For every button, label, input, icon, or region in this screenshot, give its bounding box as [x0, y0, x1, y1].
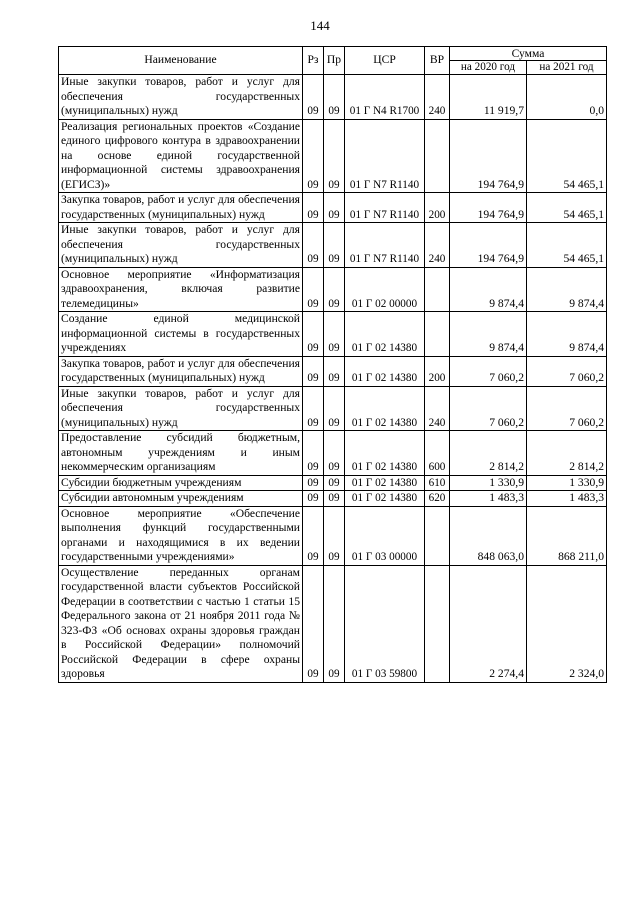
row-sum-2021: 7 060,2: [527, 356, 607, 386]
table-row: [59, 565, 607, 682]
row-rz: 09: [303, 223, 324, 268]
row-sum-2020: 7 060,2: [450, 356, 527, 386]
row-sum-2021: 1 483,3: [527, 491, 607, 507]
row-sum-2020: 2 274,4: [450, 565, 527, 682]
row-csr: 01 Г 03 00000: [345, 506, 425, 565]
row-vr: [425, 267, 450, 312]
row-sum-2020: 9 874,4: [450, 312, 527, 357]
row-csr: 01 Г N7 R1140: [345, 193, 425, 223]
row-sum-2020: 194 764,9: [450, 223, 527, 268]
row-sum-2021: 7 060,2: [527, 386, 607, 431]
row-csr: 01 Г N7 R1140: [345, 119, 425, 193]
row-name: Закупка товаров, работ и услуг для обеспечения государственных (муниципальных) нужд: [59, 193, 303, 223]
table-row: [59, 75, 607, 120]
row-rz: 09: [303, 193, 324, 223]
row-rz: 09: [303, 356, 324, 386]
row-name: Иные закупки товаров, работ и услуг для обеспечения государственных (муниципальных) нужд: [59, 75, 303, 120]
row-csr: 01 Г 03 59800: [345, 565, 425, 682]
row-sum-2021: 2 814,2: [527, 431, 607, 476]
table-row: [59, 267, 607, 312]
row-sum-2020: 9 874,4: [450, 267, 527, 312]
row-pr: 09: [324, 119, 345, 193]
row-vr: 240: [425, 223, 450, 268]
header-sum: Сумма: [450, 47, 607, 61]
row-pr: 09: [324, 565, 345, 682]
row-name: Иные закупки товаров, работ и услуг для обеспечения государственных (муниципальных) нужд: [59, 386, 303, 431]
row-rz: 09: [303, 386, 324, 431]
table-row: [59, 431, 607, 476]
row-vr: 600: [425, 431, 450, 476]
row-name: Субсидии автономным учреждениям: [59, 491, 303, 507]
row-pr: 09: [324, 491, 345, 507]
row-rz: 09: [303, 119, 324, 193]
row-name: Создание единой медицинской информационной системы в государственных учреждениях: [59, 312, 303, 357]
row-name: Реализация региональных проектов «Создание единого цифрового контура в здравоохранении на основе единой государственной информационной системы здравоохранения (ЕГИСЗ)»: [59, 119, 303, 193]
row-sum-2021: 9 874,4: [527, 312, 607, 357]
row-rz: 09: [303, 565, 324, 682]
row-pr: 09: [324, 312, 345, 357]
header-row: [59, 47, 607, 61]
row-pr: 09: [324, 431, 345, 476]
row-pr: 09: [324, 386, 345, 431]
row-vr: [425, 506, 450, 565]
row-csr: 01 Г N7 R1140: [345, 223, 425, 268]
row-rz: 09: [303, 267, 324, 312]
row-pr: 09: [324, 267, 345, 312]
row-sum-2020: 194 764,9: [450, 119, 527, 193]
row-name: Основное мероприятие «Обеспечение выполнения функций государственными органами и находящимися в их ведении государственными учреждениями»: [59, 506, 303, 565]
table-row: [59, 193, 607, 223]
row-vr: 240: [425, 75, 450, 120]
header-year-2020: на 2020 год: [450, 61, 527, 75]
row-vr: [425, 312, 450, 357]
row-pr: 09: [324, 356, 345, 386]
row-sum-2020: 11 919,7: [450, 75, 527, 120]
row-pr: 09: [324, 223, 345, 268]
row-vr: [425, 565, 450, 682]
row-sum-2021: 0,0: [527, 75, 607, 120]
row-name: Основное мероприятие «Информатизация здравоохранения, включая развитие телемедицины»: [59, 267, 303, 312]
row-csr: 01 Г 02 14380: [345, 386, 425, 431]
row-vr: [425, 119, 450, 193]
row-csr: 01 Г 02 14380: [345, 431, 425, 476]
header-rz: Рз: [303, 47, 324, 75]
header-pr: Пр: [324, 47, 345, 75]
table-row: [59, 119, 607, 193]
table-row: [59, 475, 607, 491]
header-name: Наименование: [59, 47, 303, 75]
row-csr: 01 Г N4 R1700: [345, 75, 425, 120]
row-pr: 09: [324, 506, 345, 565]
row-vr: 200: [425, 356, 450, 386]
row-sum-2020: 1 483,3: [450, 491, 527, 507]
row-name: Закупка товаров, работ и услуг для обеспечения государственных (муниципальных) нужд: [59, 356, 303, 386]
row-sum-2021: 1 330,9: [527, 475, 607, 491]
row-sum-2020: 2 814,2: [450, 431, 527, 476]
table-row: [59, 491, 607, 507]
row-sum-2020: 194 764,9: [450, 193, 527, 223]
row-rz: 09: [303, 75, 324, 120]
budget-table: [58, 46, 607, 683]
row-csr: 01 Г 02 14380: [345, 491, 425, 507]
table-row: [59, 506, 607, 565]
row-sum-2021: 868 211,0: [527, 506, 607, 565]
row-sum-2021: 2 324,0: [527, 565, 607, 682]
row-sum-2021: 54 465,1: [527, 223, 607, 268]
row-sum-2020: 7 060,2: [450, 386, 527, 431]
row-rz: 09: [303, 506, 324, 565]
row-vr: 610: [425, 475, 450, 491]
table-row: [59, 312, 607, 357]
row-name: Иные закупки товаров, работ и услуг для обеспечения государственных (муниципальных) нужд: [59, 223, 303, 268]
table-row: [59, 386, 607, 431]
row-vr: 240: [425, 386, 450, 431]
row-sum-2020: 848 063,0: [450, 506, 527, 565]
row-rz: 09: [303, 475, 324, 491]
row-name: Субсидии бюджетным учреждениям: [59, 475, 303, 491]
row-vr: 200: [425, 193, 450, 223]
row-sum-2021: 54 465,1: [527, 119, 607, 193]
row-csr: 01 Г 02 14380: [345, 475, 425, 491]
row-pr: 09: [324, 75, 345, 120]
row-rz: 09: [303, 491, 324, 507]
row-sum-2021: 54 465,1: [527, 193, 607, 223]
row-csr: 01 Г 02 14380: [345, 312, 425, 357]
table-row: [59, 356, 607, 386]
page-number: 144: [310, 18, 330, 33]
row-pr: 09: [324, 193, 345, 223]
row-rz: 09: [303, 312, 324, 357]
row-sum-2021: 9 874,4: [527, 267, 607, 312]
row-sum-2020: 1 330,9: [450, 475, 527, 491]
row-name: Предоставление субсидий бюджетным, автономным учреждениям и иным некоммерческим организациям: [59, 431, 303, 476]
row-csr: 01 Г 02 14380: [345, 356, 425, 386]
header-year-2021: на 2021 год: [527, 61, 607, 75]
row-csr: 01 Г 02 00000: [345, 267, 425, 312]
header-vr: ВР: [425, 47, 450, 75]
header-csr: ЦСР: [345, 47, 425, 75]
row-vr: 620: [425, 491, 450, 507]
table-row: [59, 223, 607, 268]
row-name: Осуществление переданных органам государственной власти субъектов Российской Федерации в соответствии с частью 1 статьи 15 Федерального закона от 21 ноября 2011 года № 323-ФЗ «Об основах охраны здоровья граждан в Российской Федерации» полномочий Российской Федерации в сфере охраны здоровья: [59, 565, 303, 682]
row-rz: 09: [303, 431, 324, 476]
row-pr: 09: [324, 475, 345, 491]
